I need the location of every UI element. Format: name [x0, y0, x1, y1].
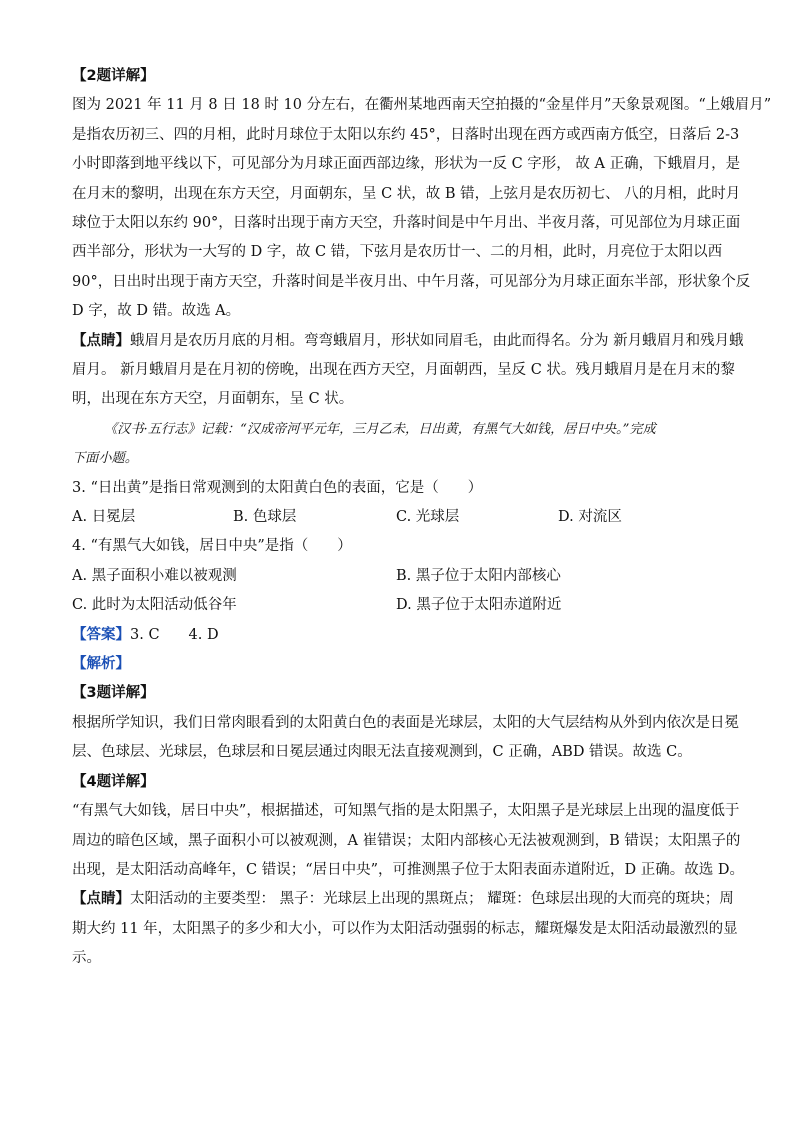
- q3-detail-section: [72, 679, 739, 767]
- q2-detail-line: 是指农历初三、四的月相，此时月球位于太阳以东约 45°，日落时出现在西方或西南方低空，日落后 2-3: [72, 126, 740, 143]
- q4-tip-heading: 【点睛】: [72, 891, 130, 908]
- q4-detail-line: “有黑气大如钱，居日中央”，根据描述，可知黑气指的是太阳黑子，太阳黑子是光球层上出现的温度低于: [72, 803, 740, 820]
- q4-detail-section: [72, 768, 744, 886]
- q2-detail-heading: 【2题详解】: [72, 68, 155, 84]
- question-4-options-row-1: [72, 562, 724, 591]
- q4-tip-line: 太阳活动的主要类型： 黑子：光球层上出现的黑斑点； 耀斑：色球层出现的大而亮的斑块；周: [130, 891, 734, 908]
- q4-tip-line: 期大约 11 年，太阳黑子的多少和大小，可以作为太阳活动强弱的标志，耀斑爆发是太阳活动最激烈的显: [72, 920, 738, 937]
- option-c: C. 光球层: [396, 509, 460, 526]
- question-4-options-row-2: [72, 591, 724, 620]
- q4-detail-line: 出现，是太阳活动高峰年，C 错误；“居日中央”，可推测黑子位于太阳表面赤道附近，D 正确。故选 D。: [72, 861, 744, 878]
- q2-tip-heading: 【点睛】: [72, 332, 130, 349]
- answer-label: 【答案】: [72, 626, 130, 643]
- analysis-label: 【解析】: [72, 656, 130, 673]
- q4-detail-heading: 【4题详解】: [72, 773, 155, 790]
- q2-tip-line: 蛾眉月是农历月底的月相。弯弯蛾眉月，形状如同眉毛，由此而得名。分为 新月蛾眉月和残月蛾: [130, 332, 744, 349]
- document-page: [72, 62, 772, 974]
- option-b: B. 色球层: [233, 509, 297, 526]
- q2-detail-line: D 字，故 D 错。故选 A。: [72, 303, 241, 320]
- q2-detail-section: [72, 62, 772, 327]
- option-d: D. 对流区: [558, 509, 622, 526]
- q4-tip-line: 示。: [72, 950, 101, 967]
- option-d: D. 黑子位于太阳赤道附近: [396, 597, 562, 614]
- quote-line: 《汉书·五行志》记载：“汉成帝河平元年，三月乙未，日出黄，有黑气大如钱，居日中央。”完成: [104, 421, 656, 437]
- option-a: A. 黑子面积小难以被观测: [72, 567, 237, 584]
- q2-detail-line: 图为 2021 年 11 月 8 日 18 时 10 分左右，在衢州某地西南天空拍摄的“金星伴月”天象景观图。“上娥眉月”: [72, 97, 772, 114]
- q3-detail-line: 层、色球层、光球层，色球层和日冕层通过肉眼无法直接观测到，C 正确，ABD 错误。故选 C。: [72, 744, 692, 761]
- q3-detail-line: 根据所学知识，我们日常肉眼看到的太阳黄白色的表面是光球层，太阳的大气层结构从外到内依次是日冕: [72, 714, 739, 731]
- q2-detail-line: 西半部分，形状为一大写的 D 字，故 C 错，下弦月是农历廿一、二的月相，此时，月亮位于太阳以西: [72, 244, 723, 261]
- option-b: B. 黑子位于太阳内部核心: [396, 567, 561, 584]
- question-3-options: [72, 503, 724, 532]
- q2-detail-line: 球位于太阳以东约 90°，日落时出现于南方天空，升落时间是中午月出、半夜月落，可见部位为月球正面: [72, 215, 741, 232]
- q2-detail-line: 90°，日出时出现于南方天空，升落时间是半夜月出、中午月落，可见部分为月球正面东半部，形状象个反: [72, 273, 751, 290]
- source-quote: [72, 415, 724, 474]
- q2-tip-line: 眉月。 新月蛾眉月是在月初的傍晚，出现在西方天空，月面朝西，呈反 C 状。残月蛾眉月是在月末的黎: [72, 362, 735, 379]
- question-4: [72, 532, 724, 561]
- quote-line: 下面小题。: [72, 451, 138, 467]
- question-3-stem: 3. “日出黄”是指日常观测到的太阳黄白色的表面，它是（ ）: [72, 479, 483, 496]
- option-a: A. 日冕层: [72, 509, 136, 526]
- q2-detail-line: 小时即落到地平线以下，可见部分为月球正面西部边缘，形状为一反 C 字形， 故 A 正确，下蛾眉月，是: [72, 156, 741, 173]
- answer-text: 3. C 4. D: [130, 626, 219, 643]
- q2-detail-line: 在月末的黎明，出现在东方天空，月面朝东，呈 C 状，故 B 错，上弦月是农历初七、 八的月相，此时月: [72, 185, 741, 202]
- question-4-stem: 4. “有黑气大如钱，居日中央”是指（ ）: [72, 538, 352, 555]
- q4-tip-section: [72, 885, 738, 973]
- q4-detail-line: 周边的暗色区域，黑子面积小可以被观测，A 崔错误；太阳内部核心无法被观测到，B 错误；太阳黑子的: [72, 832, 741, 849]
- q2-tip-line: 明，出现在东方天空，月面朝东，呈 C 状。: [72, 391, 354, 408]
- option-c: C. 此时为太阳活动低谷年: [72, 597, 237, 614]
- question-3: [72, 474, 724, 503]
- answer-section: [72, 621, 724, 680]
- q2-tip-section: [72, 327, 744, 415]
- q3-detail-heading: 【3题详解】: [72, 685, 155, 702]
